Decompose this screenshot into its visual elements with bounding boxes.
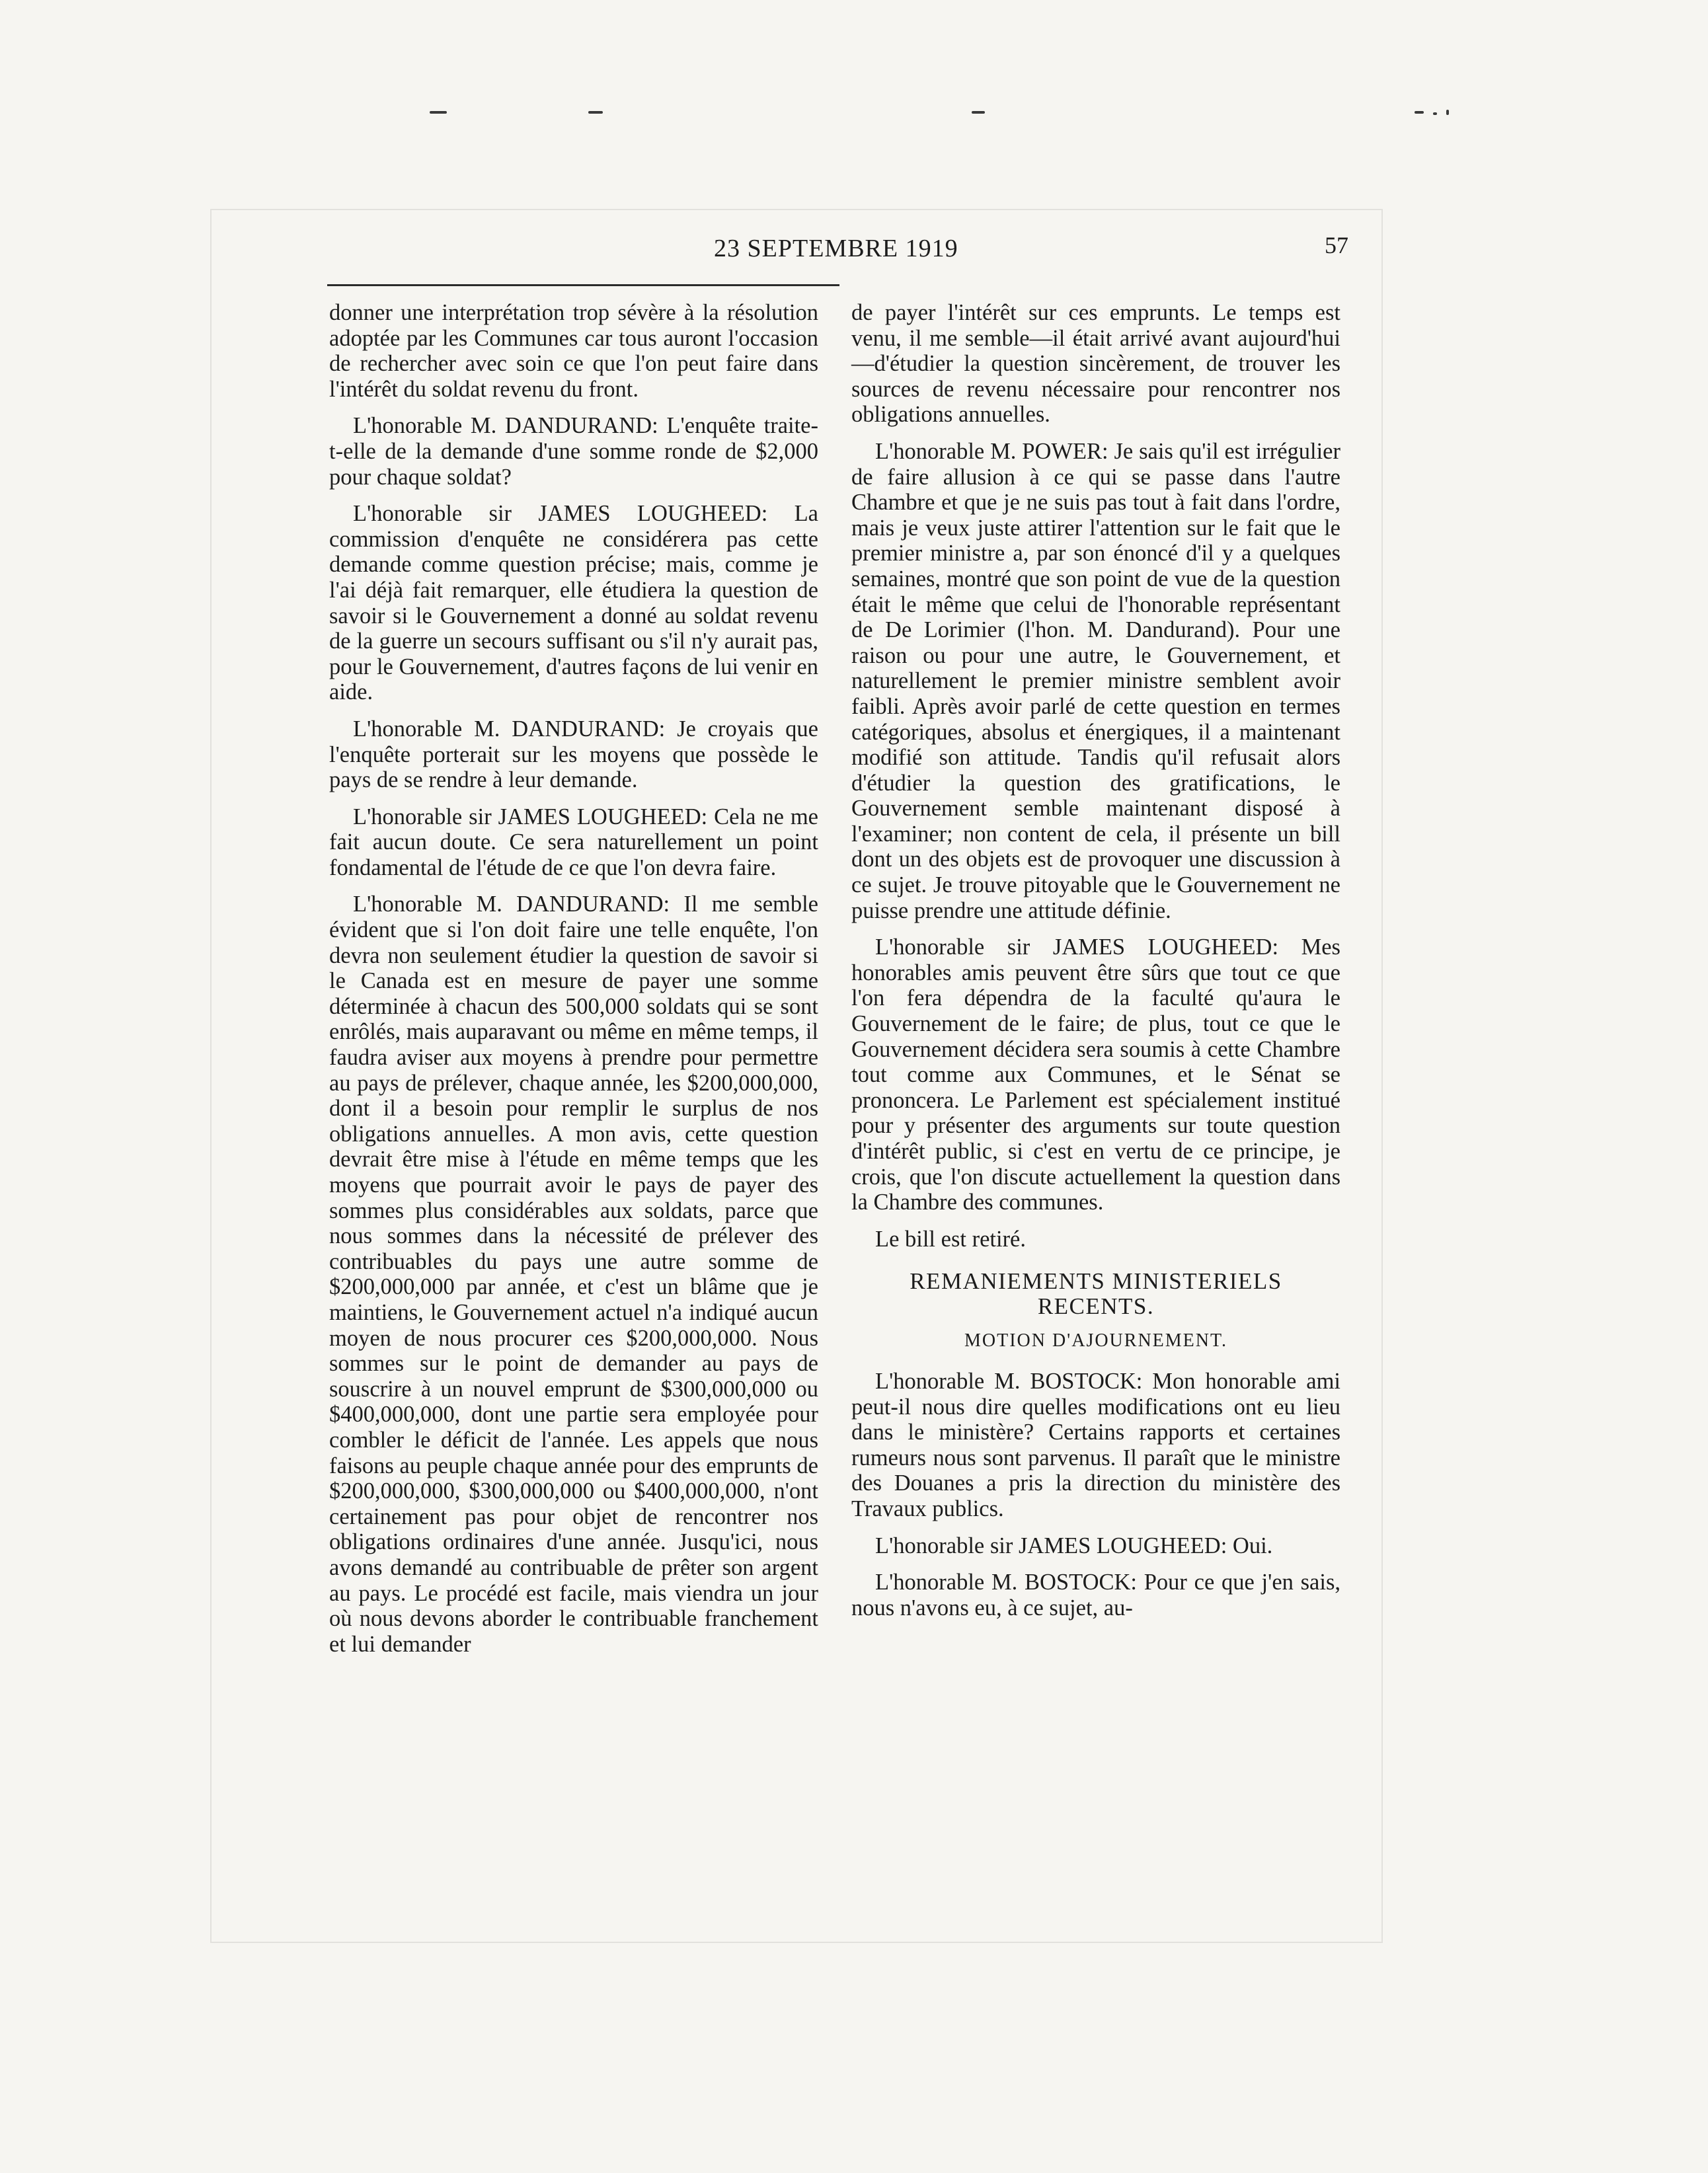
section-subtitle: MOTION D'AJOURNEMENT. xyxy=(964,1330,1228,1352)
left-column xyxy=(329,300,818,1668)
scan-mark xyxy=(1446,110,1449,115)
scan-mark xyxy=(430,111,447,114)
paragraph: L'honorable sir JAMES LOUGHEED: La commission d'enquête ne considérera pas cette demande comme question précise; mais, comme je l'ai déjà fait remarquer, elle étudiera la question de savoir si le Gouvernement a donné au soldat revenu de la guerre un secours suffisant ou s'il n'y aurait pas, pour le Gouvernement, d'autres façons de lui venir en aide. xyxy=(329,501,818,705)
page-header xyxy=(324,231,1355,271)
scan-mark xyxy=(972,111,985,114)
header-date: 23 SEPTEMBRE 1919 xyxy=(714,235,958,262)
scan-mark xyxy=(1433,112,1437,115)
header-rule xyxy=(327,284,839,286)
paragraph: L'honorable sir JAMES LOUGHEED: Cela ne me fait aucun doute. Ce sera naturellement un point fondamental de l'étude de ce que l'on devra faire. xyxy=(329,804,818,880)
paragraph: de payer l'intérêt sur ces emprunts. Le temps est venu, il me semble—il était arrivé avant aujourd'hui—d'étudier la question sincèrement, de trouver les sources de revenu nécessaire pour rencontrer nos obligations annuelles. xyxy=(851,300,1340,428)
paragraph: L'honorable M. BOSTOCK: Pour ce que j'en sais, nous n'avons eu, à ce sujet, au- xyxy=(851,1570,1340,1620)
paragraph: L'honorable sir JAMES LOUGHEED: Oui. xyxy=(875,1533,1273,1558)
page-number: 57 xyxy=(1325,232,1348,258)
paragraph: donner une interprétation trop sévère à la résolution adoptée par les Communes car tous auront l'occasion de rechercher avec soin ce que l'on peut faire dans l'intérêt du soldat revenu du front. xyxy=(329,300,818,402)
paragraph: Le bill est retiré. xyxy=(875,1226,1026,1252)
paragraph: L'honorable M. DANDURAND: Je croyais que l'enquête porterait sur les moyens que possède le pays de se rendre à leur demande. xyxy=(329,716,818,793)
paragraph: L'honorable M. BOSTOCK: Mon honorable ami peut-il nous dire quelles modifications ont eu lieu dans le ministère? Certains rapports et certaines rumeurs nous sont parvenus. Il paraît que le ministre des Douanes a pris la direction du ministère des Travaux publics. xyxy=(851,1368,1340,1521)
scan-mark xyxy=(1415,111,1424,114)
paragraph: L'honorable M. POWER: Je sais qu'il est irrégulier de faire allusion à ce qui se passe dans l'autre Chambre et que je ne suis pas tout à fait dans l'ordre, mais je veux juste attirer l'attention sur le fait que le premier ministre a, par son énoncé d'il y a quelques semaines, montré que son point de vue de la question était le même que celui de l'honorable représentant de De Lorimier (l'hon. M. Dandurand). Pour une raison ou pour une autre, le Gouvernement, et naturellement le premier ministre semblent avoir faibli. Après avoir parlé de cette question en termes catégoriques, absolus et énergiques, il a maintenant modifié son attitude. Tandis qu'il refusait alors d'étudier la question des gratifications, le Gouvernement semble maintenant disposé à l'examiner; non content de cela, il présente un bill dont un des objets est de provoquer une discussion à ce sujet. Je trouve pitoyable que le Gouvernement ne puisse prendre une attitude définie. xyxy=(851,438,1340,923)
paragraph: L'honorable M. DANDURAND: Il me semble évident que si l'on doit faire une telle enquête, l'on devra non seulement étudier la question de savoir si le Canada est en mesure de payer une somme déterminée à chacun des 500,000 soldats qui se sont enrôlés, mais auparavant ou même en même temps, il faudra aviser aux moyens à prendre pour permettre au pays de prélever, chaque année, les $200,000,000, dont il a besoin pour remplir le surplus de nos obligations annuelles. A mon avis, cette question devrait être mise à l'étude en même temps que les moyens que pourrait avoir le pays de payer des sommes plus considérables aux soldats, parce que nous sommes dans la nécessité de prélever des contribuables du pays une autre somme de $200,000,000 par année, et c'est un blâme que je maintiens, le Gouvernement actuel n'a indiqué aucun moyen de nous procurer ces $200,000,000. Nous sommes sur le point de demander au pays de souscrire à un nouvel emprunt de $300,000,000 ou $400,000,000, dont une partie sera employée pour combler le déficit de l'année. Les appels que nous faisons au peuple chaque année pour des emprunts de $200,000,000, $300,000,000 ou $400,000,000, n'ont certainement pas pour objet de rencontrer nos obligations ordinaires d'une année. Jusqu'ici, nous avons demandé au contribuable de prêter son argent au pays. Le procédé est facile, mais viendra un jour où nous devons aborder le contribuable franchement et lui demander xyxy=(329,892,818,1657)
paragraph: L'honorable M. DANDURAND: L'enquête traite-t-elle de la demande d'une somme ronde de $2,000 pour chaque soldat? xyxy=(329,413,818,490)
paragraph: L'honorable sir JAMES LOUGHEED: Mes honorables amis peuvent être sûrs que tout ce que l'on fera dépendra de la faculté qu'aura le Gouvernement de le faire; de plus, tout ce que le Gouvernement décidera sera soumis à cette Chambre tout comme aux Communes, et le Sénat se prononcera. Le Parlement est spécialement institué pour y présenter des arguments sur toute question d'intérêt public, si c'est en vertu de ce principe, je crois, que l'on discute actuellement la question dans la Chambre des communes. xyxy=(851,934,1340,1215)
right-column xyxy=(851,300,1340,1632)
scan-mark xyxy=(588,111,603,114)
section-title: REMANIEMENTS MINISTERIELS RECENTS. xyxy=(910,1268,1282,1320)
